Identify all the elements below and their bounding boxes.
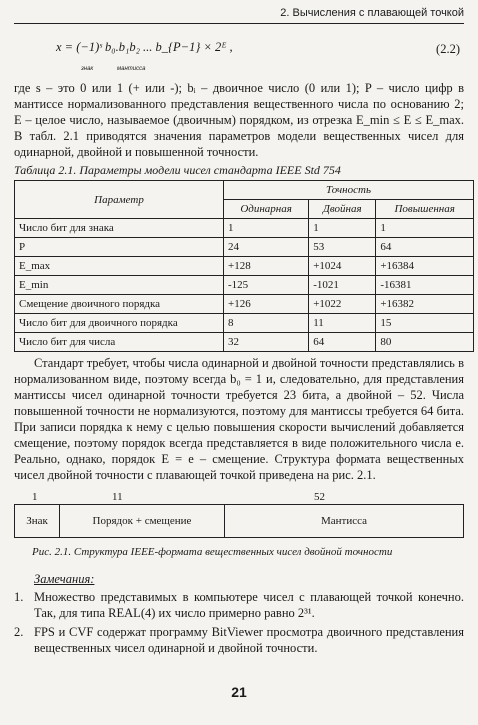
equation-number: (2.2) [436, 42, 460, 56]
col-header-extended: Повышенная [376, 200, 474, 219]
row-param: Смещение двоичного порядка [15, 295, 224, 314]
table-header-row [15, 181, 474, 200]
row-param: P [15, 238, 224, 257]
underbrace-mantissa-label: мантисса [117, 66, 146, 72]
col-header-single: Одинарная [224, 200, 309, 219]
underbrace-sign-label: знак [81, 66, 94, 72]
cell-extended: +16382 [376, 295, 474, 314]
cell-single: -125 [224, 276, 309, 295]
notes-title: Замечания: [34, 572, 95, 586]
cell-double: 1 [309, 219, 376, 238]
cell-single: 32 [224, 333, 309, 352]
note-number: 1. [14, 590, 24, 604]
cell-extended: 80 [376, 333, 474, 352]
cell-single: +126 [224, 295, 309, 314]
figure-caption: Рис. 2.1. Структура IEEE-формата вещественных чисел двойной точности [32, 546, 393, 558]
cell-double: +1024 [309, 257, 376, 276]
page-number: 21 [231, 684, 247, 700]
cell-double: 11 [309, 314, 376, 333]
row-param: Число бит для знака [15, 219, 224, 238]
row-param: E_min [15, 276, 224, 295]
col-header-double: Двойная [309, 200, 376, 219]
table-caption: Таблица 2.1. Параметры модели чисел стандарта IEEE Std 754 [14, 163, 341, 177]
table-row [15, 333, 474, 352]
row-param: E_max [15, 257, 224, 276]
cell-extended: +16384 [376, 257, 474, 276]
cell-single: 8 [224, 314, 309, 333]
cell-double: 64 [309, 333, 376, 352]
table-row [15, 238, 474, 257]
table-row [15, 219, 474, 238]
note-text: Множество представимых в компьютере чисел с плавающей точкой конечно. Так, для типа REAL(4) их число примерно равно 2³¹. [34, 590, 464, 620]
cell-double: +1022 [309, 295, 376, 314]
field-sign: Знак [15, 505, 60, 538]
col-header-param: Параметр [15, 181, 224, 219]
running-header: 2. Вычисления с плавающей точкой [14, 3, 464, 24]
bit-count-exponent: 11 [112, 491, 123, 503]
table-row [15, 257, 474, 276]
cell-extended: 15 [376, 314, 474, 333]
col-header-precision: Точность [224, 181, 474, 200]
table-row [15, 295, 474, 314]
field-mantissa: Мантисса [225, 505, 464, 538]
body-paragraph: Стандарт требует, чтобы числа одинарной и двойной точности представлялись в нормализованном виде, поэтому всегда b₀ = 1 и, следовательно, для представления мантиссы чисел одинарной точности требуется 23 бита, а двойной – 52. Числа повышенной точности не нормализуются, поэтому для мантиссы требуется 64 бита. При записи порядка к нему с целью повышения скорости вычислений добавляется смещение, поэтому порядок всегда представляется в виде положительного числа e. Реально, однако, порядок E = e – смещение. Структура формата вещественных чисел двойной точности с плавающей точкой приведена на рис. 2.1. [14, 356, 464, 482]
field-exponent: Порядок + смещение [60, 505, 225, 538]
note-item [14, 589, 464, 621]
cell-single: 1 [224, 219, 309, 238]
intro-paragraph: где s – это 0 или 1 (+ или -); bᵢ – двоичное число (0 или 1); P – число цифр в мантиссе нормализованного представления вещественного числа по основанию 2; E – целое число, называемое (двоичным) порядком, из отрезка E_min ≤ E ≤ E_max. В табл. 2.1 приводятся значения параметров модели вещественных чисел для одинарной, двойной и повышенной точности. [14, 81, 464, 159]
cell-double: -1021 [309, 276, 376, 295]
table-row [15, 314, 474, 333]
bit-count-sign: 1 [32, 491, 38, 503]
cell-single: 24 [224, 238, 309, 257]
row-param: Число бит для числа [15, 333, 224, 352]
cell-extended: -16381 [376, 276, 474, 295]
note-item [14, 624, 464, 656]
cell-extended: 1 [376, 219, 474, 238]
note-number: 2. [14, 625, 24, 639]
formula: x = (−1)ˢ b₀.b₁b₂ ... b_{P−1} × 2ᴱ , [56, 40, 233, 54]
cell-double: 53 [309, 238, 376, 257]
cell-single: +128 [224, 257, 309, 276]
bit-count-mantissa: 52 [314, 491, 325, 503]
table-row [15, 276, 474, 295]
note-text: FPS и CVF содержат программу BitViewer просмотра двоичного представления вещественных чисел одинарной и двойной точности. [34, 625, 464, 655]
row-param: Число бит для двоичного порядка [15, 314, 224, 333]
format-diagram [14, 504, 464, 538]
cell-extended: 64 [376, 238, 474, 257]
params-table [14, 180, 474, 352]
